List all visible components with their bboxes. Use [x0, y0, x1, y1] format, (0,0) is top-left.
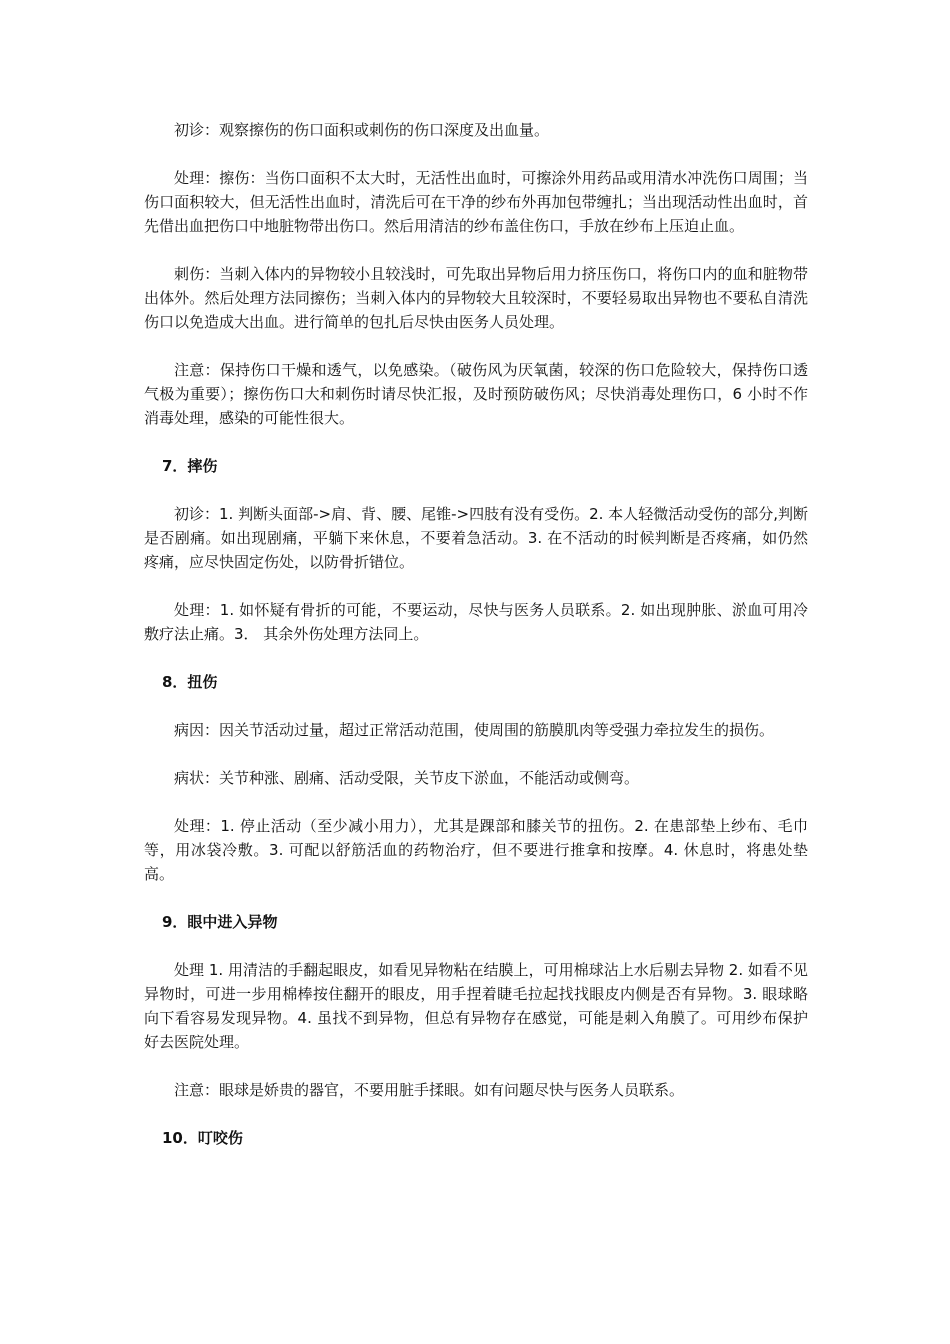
heading-section-8-sprain: 8．扭伤 [162, 673, 218, 691]
paragraph-initial-diagnosis-wound: 初诊：观察擦伤的伤口面积或刺伤的伤口深度及出血量。 [174, 121, 550, 139]
heading-section-9-foreign-body-eye: 9．眼中进入异物 [162, 913, 278, 931]
paragraph-treatment-sprain: 处理：1. 停止活动（至少减小用力），尤其是踝部和膝关节的扭伤。2. 在患部垫上纱布、毛巾等，用冰袋冷敷。3. 可配以舒筋活血的药物治疗，但不要进行推拿和按摩。4. 休息时，将患处垫高。 [144, 817, 808, 883]
paragraph-cause-sprain: 病因：因关节活动过量，超过正常活动范围，使周围的筋膜肌肉等受强力牵拉发生的损伤。 [174, 721, 775, 739]
paragraph-symptoms-sprain: 病状：关节种涨、剧痛、活动受限，关节皮下淤血，不能活动或侧弯。 [174, 769, 640, 787]
paragraph-note-eye: 注意：眼球是娇贵的器官，不要用脏手揉眼。如有问题尽快与医务人员联系。 [174, 1081, 685, 1099]
paragraph-note-wound: 注意：保持伤口干燥和透气，以免感染。（破伤风为厌氧菌，较深的伤口危险较大，保持伤口透气极为重要）；擦伤伤口大和刺伤时请尽快汇报，及时预防破伤风；尽快消毒处理伤口，6 小时不作消毒处理，感染的可能性很大。 [144, 361, 808, 427]
paragraph-treatment-puncture: 刺伤：当刺入体内的异物较小且较浅时，可先取出异物后用力挤压伤口，将伤口内的血和脏物带出体外。然后处理方法同擦伤；当刺入体内的异物较大且较深时，不要轻易取出异物也不要私自清洗伤口以免造成大出血。进行简单的包扎后尽快由医务人员处理。 [144, 265, 808, 331]
document-body [144, 118, 808, 1174]
heading-section-7-fall-injury: 7．摔伤 [162, 457, 218, 475]
paragraph-treatment-fall: 处理：1. 如怀疑有骨折的可能，不要运动，尽快与医务人员联系。2. 如出现肿胀、淤血可用冷敷疗法止痛。3． 其余外伤处理方法同上。 [144, 601, 808, 643]
heading-section-10-bites: 10．叮咬伤 [162, 1129, 243, 1147]
paragraph-treatment-abrasion: 处理：擦伤：当伤口面积不太大时，无活性出血时，可擦涂外用药品或用清水冲洗伤口周围；当伤口面积较大，但无活性出血时，清洗后可在干净的纱布外再加包带缠扎；当出现活动性出血时，首先借出血把伤口中地脏物带出伤口。然后用清洁的纱布盖住伤口，手放在纱布上压迫止血。 [144, 169, 808, 235]
paragraph-initial-diagnosis-fall: 初诊：1. 判断头面部->肩、背、腰、尾锥->四肢有没有受伤。2. 本人轻微活动受伤的部分,判断是否剧痛。如出现剧痛，平躺下来休息，不要着急活动。3. 在不活动的时候判断是否疼痛，如仍然疼痛，应尽快固定伤处，以防骨折错位。 [144, 505, 808, 571]
paragraph-treatment-eye: 处理 1. 用清洁的手翻起眼皮，如看见异物粘在结膜上，可用棉球沾上水后剔去异物 2. 如看不见异物时，可进一步用棉棒按住翻开的眼皮，用手捏着睫毛拉起找找眼皮内侧是否有异物。3. 眼球略向下看容易发现异物。4. 虽找不到异物，但总有异物存在感觉，可能是刺入角膜了。可用纱布保护好去医院处理。 [144, 961, 808, 1051]
